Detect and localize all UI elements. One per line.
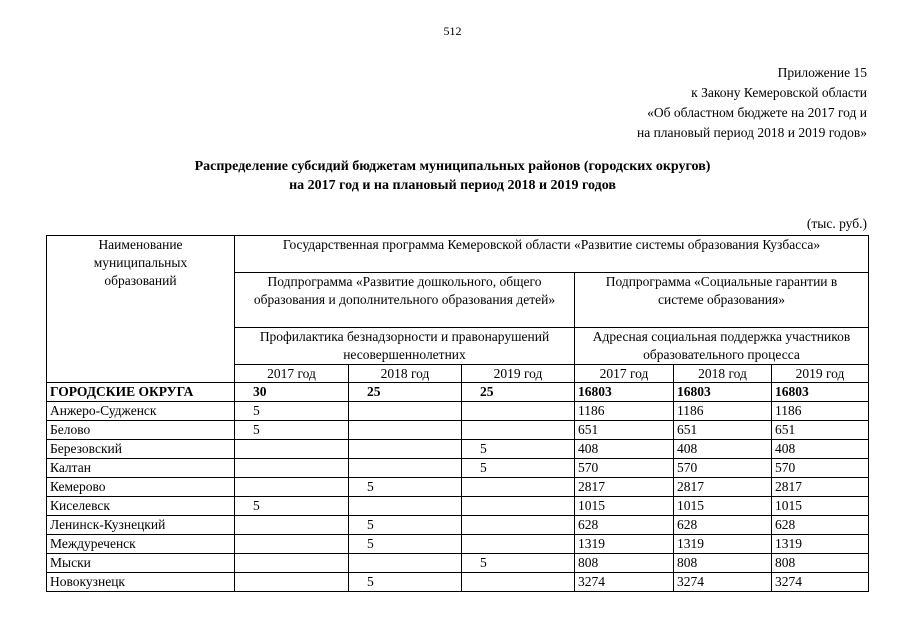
title-line-2: на 2017 год и на плановый период 2018 и 2019 годов	[289, 178, 616, 193]
cell-value	[462, 516, 575, 535]
cell-value: 5	[462, 554, 575, 573]
cell-value: 808	[674, 554, 772, 573]
row-name: Междуреченск	[47, 535, 235, 554]
cell-value: 3274	[674, 573, 772, 592]
cell-value: 570	[772, 459, 869, 478]
year-header: 2019 год	[772, 365, 869, 383]
cell-value: 408	[772, 440, 869, 459]
units-label: (тыс. руб.)	[806, 216, 867, 231]
cell-value	[349, 440, 462, 459]
cell-value: 1186	[575, 402, 674, 421]
cell-value: 1015	[575, 497, 674, 516]
name-column-header: Наименование муниципальных образований	[47, 236, 235, 383]
row-name: Белово	[47, 421, 235, 440]
table-row	[47, 535, 869, 554]
cell-value: 5	[349, 516, 462, 535]
cell-value: 408	[674, 440, 772, 459]
row-name: Калтан	[47, 459, 235, 478]
subprogram-1-header: Подпрограмма «Развитие дошкольного, общего образования и дополнительного образования детей»	[235, 273, 575, 328]
row-name: Кемерово	[47, 478, 235, 497]
cell-value: 570	[575, 459, 674, 478]
row-name: Березовский	[47, 440, 235, 459]
cell-value: 2817	[674, 478, 772, 497]
cell-value	[235, 478, 349, 497]
page-number: 512	[443, 24, 462, 38]
cell-value	[462, 535, 575, 554]
cell-value	[462, 421, 575, 440]
cell-value	[462, 402, 575, 421]
cell-value: 16803	[674, 383, 772, 402]
total-row	[47, 383, 869, 402]
cell-value: 5	[349, 478, 462, 497]
cell-value: 808	[575, 554, 674, 573]
cell-value: 570	[674, 459, 772, 478]
table-row	[47, 459, 869, 478]
cell-value: 25	[462, 383, 575, 402]
title-line-1: Распределение субсидий бюджетам муниципальных районов (городских округов)	[194, 159, 711, 174]
cell-value: 5	[235, 497, 349, 516]
cell-value: 30	[235, 383, 349, 402]
cell-value: 1319	[575, 535, 674, 554]
cell-value: 651	[674, 421, 772, 440]
cell-value: 5	[235, 421, 349, 440]
cell-value: 2817	[772, 478, 869, 497]
cell-value: 1015	[772, 497, 869, 516]
cell-value: 5	[349, 535, 462, 554]
table-row	[47, 516, 869, 535]
measure-1-header: Профилактика безнадзорности и правонарушений несовершеннолетних	[235, 328, 575, 365]
row-name: Мыски	[47, 554, 235, 573]
cell-value	[349, 497, 462, 516]
cell-value: 1319	[674, 535, 772, 554]
subprogram-2-header: Подпрограмма «Социальные гарантии в системе образования»	[575, 273, 869, 328]
cell-value: 651	[772, 421, 869, 440]
cell-value: 3274	[772, 573, 869, 592]
table-row	[47, 478, 869, 497]
measure-2-header: Адресная социальная поддержка участников образовательного процесса	[575, 328, 869, 365]
table-row	[47, 497, 869, 516]
cell-value: 5	[462, 440, 575, 459]
table-row	[47, 440, 869, 459]
appendix-note	[637, 63, 867, 143]
cell-value: 628	[575, 516, 674, 535]
table-row	[47, 402, 869, 421]
cell-value: 1186	[772, 402, 869, 421]
program-header: Государственная программа Кемеровской области «Развитие системы образования Кузбасса»	[235, 236, 869, 273]
year-header: 2019 год	[462, 365, 575, 383]
cell-value: 1015	[674, 497, 772, 516]
document-title	[0, 157, 905, 195]
row-name: Ленинск-Кузнецкий	[47, 516, 235, 535]
table-row	[47, 421, 869, 440]
cell-value: 16803	[575, 383, 674, 402]
cell-value	[349, 459, 462, 478]
cell-value	[235, 554, 349, 573]
cell-value: 5	[462, 459, 575, 478]
cell-value	[462, 478, 575, 497]
cell-value: 1186	[674, 402, 772, 421]
cell-value	[349, 402, 462, 421]
cell-value: 3274	[575, 573, 674, 592]
cell-value	[349, 421, 462, 440]
table-row	[47, 554, 869, 573]
cell-value	[462, 497, 575, 516]
cell-value: 808	[772, 554, 869, 573]
cell-value: 25	[349, 383, 462, 402]
cell-value: 408	[575, 440, 674, 459]
appendix-line-1: Приложение 15	[777, 65, 867, 80]
cell-value: 628	[772, 516, 869, 535]
cell-value	[349, 554, 462, 573]
row-name: Новокузнецк	[47, 573, 235, 592]
cell-value: 628	[674, 516, 772, 535]
row-name: ГОРОДСКИЕ ОКРУГА	[47, 383, 235, 402]
year-header: 2018 год	[674, 365, 772, 383]
cell-value: 651	[575, 421, 674, 440]
cell-value	[235, 535, 349, 554]
cell-value: 16803	[772, 383, 869, 402]
appendix-line-4: на плановый период 2018 и 2019 годов»	[636, 125, 867, 140]
appendix-line-2: к Закону Кемеровской области	[691, 85, 867, 100]
table-row	[47, 573, 869, 592]
row-name: Киселевск	[47, 497, 235, 516]
subsidy-table	[46, 235, 869, 592]
cell-value	[235, 516, 349, 535]
cell-value	[235, 459, 349, 478]
year-header: 2018 год	[349, 365, 462, 383]
cell-value: 2817	[575, 478, 674, 497]
cell-value: 5	[235, 402, 349, 421]
year-header: 2017 год	[235, 365, 349, 383]
year-header: 2017 год	[575, 365, 674, 383]
appendix-line-3: «Об областном бюджете на 2017 год и	[647, 105, 867, 120]
row-name: Анжеро-Судженск	[47, 402, 235, 421]
cell-value	[235, 440, 349, 459]
cell-value: 5	[349, 573, 462, 592]
cell-value	[235, 573, 349, 592]
cell-value: 1319	[772, 535, 869, 554]
cell-value	[462, 573, 575, 592]
